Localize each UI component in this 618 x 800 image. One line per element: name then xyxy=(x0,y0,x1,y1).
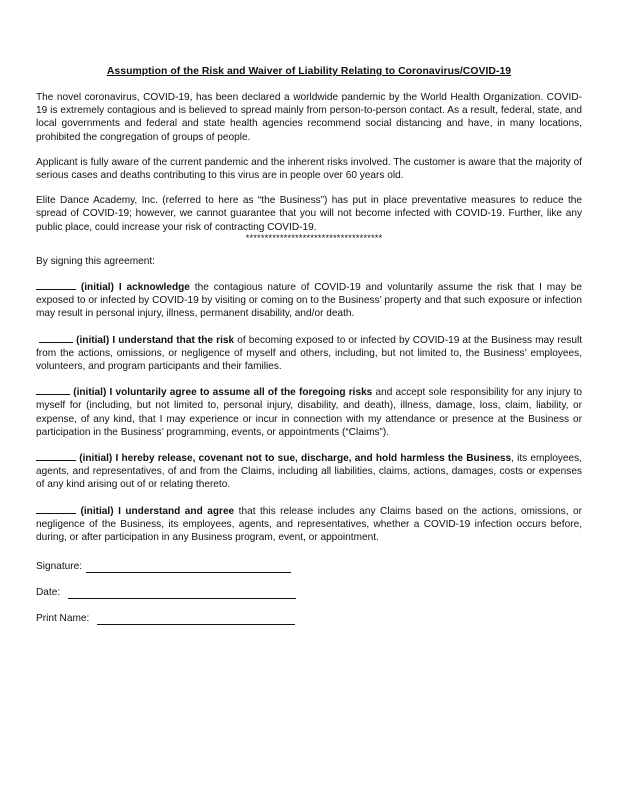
print-name-label: Print Name: xyxy=(36,613,90,625)
initial-blank-line[interactable] xyxy=(36,280,76,290)
intro-paragraph-3: Elite Dance Academy, Inc. (referred to here as “the Business”) has put in place preventative measures to reduce the spread of COVID-19; however, we cannot guarantee that you will not become infected with COVID-19. Further, like any public place, could increase your risk of contracting COVID-19. xyxy=(36,195,582,233)
signature-row xyxy=(36,560,582,573)
initial-blank-line[interactable] xyxy=(36,451,76,461)
initial-blank-line[interactable] xyxy=(36,385,70,395)
signature-label: Signature: xyxy=(36,561,83,573)
print-name-line[interactable] xyxy=(97,614,295,625)
date-label: Date: xyxy=(36,587,61,599)
clause-text: of becoming exposed to or infected by COVID-19 at the Business may result from the actions, omissions, or negligence of myself and others, including, but not limited to, the Business’ employees, volunteers, and program participants and their families. xyxy=(36,334,583,373)
clause-text: , its employees, agents, and representatives, of and from the Claims, including all liabilities, claims, actions, damages, costs or expenses of any kind arising out of or relating thereto. xyxy=(36,453,582,491)
clause-lead: (initial) I understand and agree xyxy=(80,505,235,517)
signature-line[interactable] xyxy=(86,562,291,573)
clause-text: the contagious nature of COVID-19 and voluntarily assume the risk that I may be exposed to or infected by COVID-19 by visiting or coming on to the Business’ property and that such exposure or infection may result in personal injury, illness, permanent disability, and/or death. xyxy=(36,282,582,320)
clause-lead: (initial) I understand that the risk xyxy=(76,334,235,346)
date-row xyxy=(36,586,582,599)
date-line[interactable] xyxy=(68,588,296,599)
print-name-row xyxy=(36,612,582,625)
signing-intro: By signing this agreement: xyxy=(36,255,155,267)
initial-blank-line[interactable] xyxy=(36,504,76,514)
clause-text: that this release includes any Claims based on the actions, omissions, or negligence of the Business, its employees, agents, and representatives, whether a COVID-19 infection occurs before, during, or after participation in any Business program, event, or appointment. xyxy=(36,505,582,544)
clause-lead: (initial) I voluntarily agree to assume all of the foregoing risks xyxy=(73,387,373,399)
clause-understand-agree xyxy=(36,504,582,545)
clause-release xyxy=(36,451,582,492)
clause-lead: (initial) I acknowledge xyxy=(80,282,190,294)
intro-paragraph-1: The novel coronavirus, COVID-19, has been declared a worldwide pandemic by the World Health Organization. COVID-19 is extremely contagious and is believed to spread mainly from person-to-person contact. As a result, federal, state, and local governments and federal and state health agencies recommend social distancing and have, in many locations, prohibited the congregation of groups of people. xyxy=(36,92,582,143)
intro-paragraph-2: Applicant is fully aware of the current pandemic and the inherent risks involved. The customer is aware that the majority of serious cases and deaths contributing to this virus are in people over 60 years old. xyxy=(36,156,582,182)
initial-blank-line[interactable] xyxy=(39,333,73,343)
clause-assume-risks xyxy=(36,385,582,439)
separator-asterisks: ************************************ xyxy=(245,232,383,244)
document-title: Assumption of the Risk and Waiver of Liability Relating to Coronavirus/COVID-19 xyxy=(106,66,512,77)
clause-acknowledge xyxy=(36,280,582,321)
clause-lead: (initial) I hereby release, covenant not to sue, discharge, and hold harmless the Business xyxy=(79,453,512,465)
clause-understand-risk xyxy=(36,333,582,374)
clause-text: and accept sole responsibility for any injury to myself for (including, but not limited to, personal injury, disability, and death), illness, damage, loss, claim, liability, or expense, of any kind, that I may experience or incur in connection with my attendance or presence at the Business or participation in the Business’ programming, events, or appointments (“Claims”). xyxy=(36,387,583,438)
